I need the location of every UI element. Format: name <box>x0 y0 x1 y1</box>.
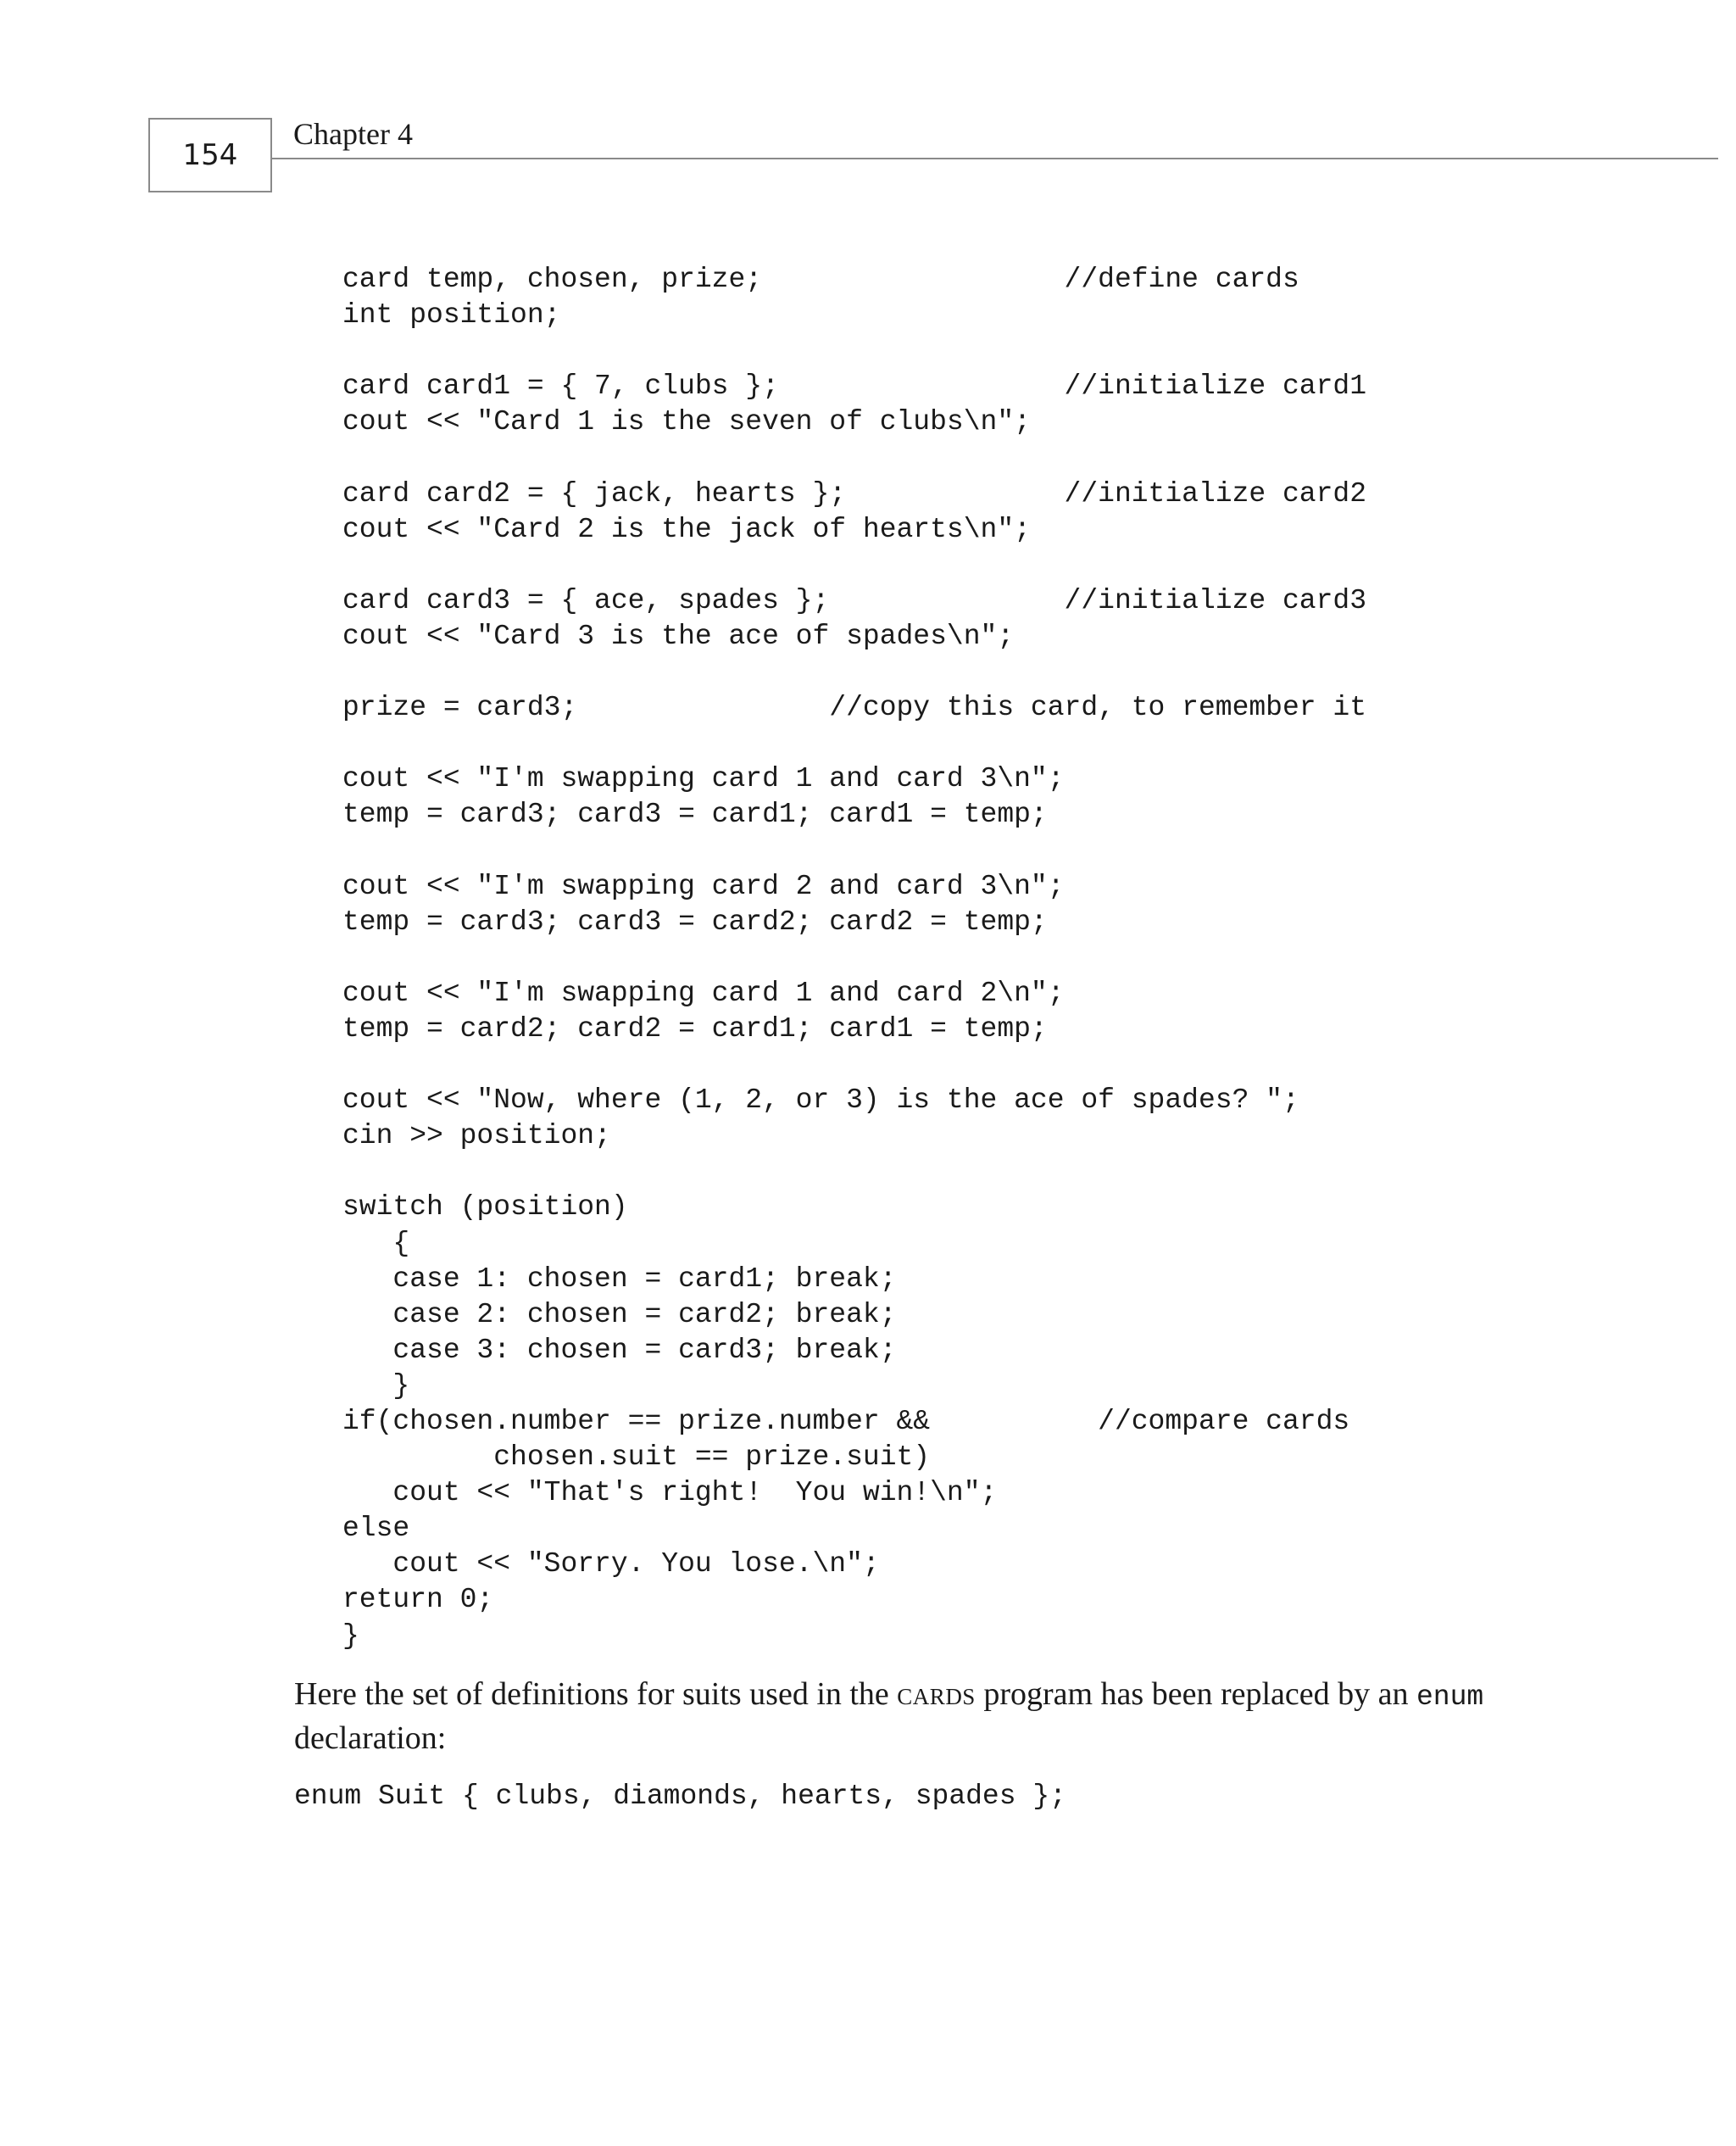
header-rule <box>272 158 1718 159</box>
code-line: case 1: chosen = card1; break; <box>342 1263 897 1295</box>
code-line: } <box>342 1619 359 1652</box>
code-line: cout << "That's right! You win!\n"; <box>342 1477 998 1509</box>
code-line <box>342 440 1366 476</box>
code-line: cout << "Card 3 is the ace of spades\n"; <box>342 620 1015 652</box>
code-line: cout << "I'm swapping card 1 and card 3\n"; <box>342 763 1065 795</box>
code-line: prize = card3; //copy this card, to remember it <box>342 692 1366 724</box>
code-line: card temp, chosen, prize; //define cards <box>342 264 1299 295</box>
code-line: cout << "Card 2 is the jack of hearts\n"; <box>342 513 1031 545</box>
code-line: temp = card2; card2 = card1; card1 = temp; <box>342 1012 1048 1045</box>
code-line <box>342 655 1366 690</box>
code-line: int position; <box>342 299 561 332</box>
body-paragraph <box>294 1674 1515 1759</box>
code-line: case 3: chosen = card3; break; <box>342 1334 897 1366</box>
code-line: card card1 = { 7, clubs }; //initialize card1 <box>342 371 1366 403</box>
code-line: cout << "I'm swapping card 1 and card 2\n"; <box>342 977 1065 1009</box>
chapter-title: Chapter 4 <box>293 117 413 151</box>
code-line: { <box>342 1227 410 1259</box>
code-line: chosen.suit == prize.suit) <box>342 1441 931 1474</box>
code-line: temp = card3; card3 = card2; card2 = temp; <box>342 906 1048 938</box>
code-line: card card3 = { ace, spades }; //initialize card3 <box>342 584 1366 616</box>
code-line: temp = card3; card3 = card1; card1 = temp; <box>342 799 1048 831</box>
code-line <box>342 548 1366 583</box>
paragraph-text-after: declaration: <box>294 1720 447 1756</box>
paragraph-text-middle: program has been replaced by an <box>975 1676 1416 1712</box>
inline-keyword: enum <box>1416 1681 1484 1713</box>
code-line: cin >> position; <box>342 1120 611 1152</box>
code-line <box>342 940 1366 976</box>
code-line: else <box>342 1513 410 1545</box>
code-line <box>342 833 1366 869</box>
code-line: cout << "Card 1 is the seven of clubs\n"; <box>342 406 1031 438</box>
page-number: 154 <box>148 118 272 192</box>
code-line: case 2: chosen = card2; break; <box>342 1298 897 1330</box>
code-line <box>342 726 1366 761</box>
code-line: if(chosen.number == prize.number && //compare cards <box>342 1406 1350 1437</box>
code-line: cout << "Sorry. You lose.\n"; <box>342 1548 880 1580</box>
enum-declaration: enum Suit { clubs, diamonds, hearts, spades }; <box>294 1781 1066 1812</box>
code-listing <box>342 262 1366 1654</box>
code-line: return 0; <box>342 1584 494 1616</box>
code-line <box>342 1047 1366 1083</box>
paragraph-text-before: Here the set of definitions for suits used in the <box>294 1676 898 1712</box>
code-line: } <box>342 1369 410 1402</box>
code-line: cout << "I'm swapping card 2 and card 3\n"; <box>342 870 1065 902</box>
code-line: cout << "Now, where (1, 2, or 3) is the ace of spades? "; <box>342 1084 1299 1117</box>
code-line: switch (position) <box>342 1191 628 1223</box>
code-line <box>342 1154 1366 1190</box>
code-line <box>342 333 1366 369</box>
code-line: card card2 = { jack, hearts }; //initialize card2 <box>342 477 1366 510</box>
program-name: cards <box>897 1676 976 1712</box>
